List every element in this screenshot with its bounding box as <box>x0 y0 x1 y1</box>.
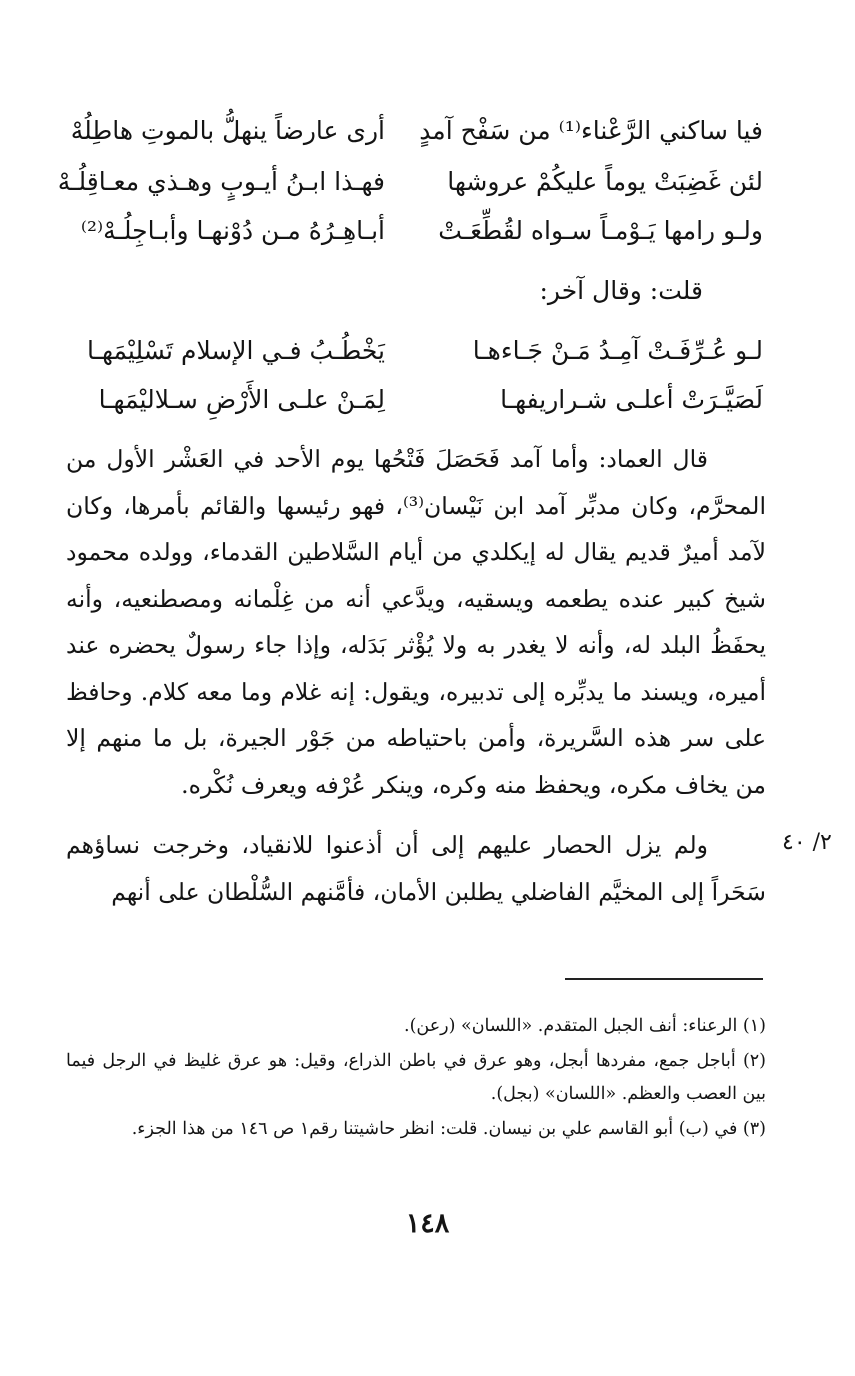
verse-4-second-hemistich: يَخْطُـبُ فـي الإسلام تَسْلِيْمَهـا <box>87 336 385 365</box>
verse-2-second-hemistich: فهـذا ابـنُ أيـوبٍ وهـذي معـاقِلُـهْ <box>57 167 385 196</box>
main-paragraph <box>66 436 766 808</box>
verse-3-second-hemistich: أبـاهِـرُهُ مـن دُوْنهـا وأبـاجِلُـهْ⁽²⁾ <box>80 216 385 245</box>
paragraph-text: قال العماد: وأما آمد فَحَصَلَ فَتْحُها يوم الأحد في العَشْر الأول من المحرَّم، وكان مدبِّر آمد ابن نَيْسان⁽³⁾، فهو رئيسها والقائم بأمرها، وكان لآمد أميرٌ قديم يقال له إيكلدي من أيام السَّلاطين القدماء، وولده محمود شيخ كبير عنده يطعمه ويسقيه، ويدَّعي أنه من غِلْمانه ومصطنعيه، وأنه يحفَظُ البلد له، وأنه لا يغدر به ولا يُؤْثر بَدَله، وإذا جاء رسولٌ يحضره عند أميره، ويسند ما يدبِّره إلى تدبيره، ويقول: إنه غلام وما معه كلام. وحافظ على سر هذه السَّريرة، وأمن باحتياطه من جَوْر الجيرة، بل ما منهم إلا من يخاف مكره، ويحفظ منه وكره، وينكر عُرْفه ويعرف نُكْره. <box>66 445 766 799</box>
footnote-3: (٣) في (ب) أبو القاسم علي بن نيسان. قلت: انظر حاشيتنا رقم١ ص ١٤٦ من هذا الجزء. <box>131 1119 766 1139</box>
footnote-separator <box>565 978 763 980</box>
poem-2-intro: قلت: وقال آخر: <box>539 276 703 305</box>
verse-5-second-hemistich: لِمَـنْ علـى الأَرْضِ سـلاليْمَهـا <box>98 385 385 414</box>
verse-4-first-hemistich: لـو عُـرِّفَـتْ آمِـدُ مَـنْ جَـاءهـا <box>472 336 763 365</box>
footnote-2: (٢) أباجل جمع، مفردها أبجل، وهو عرق في باطن الذراع، وقيل: هو عرق غليظ في الرجل فيما بين العصب والعظم. «اللسان» (بجل). <box>66 1051 766 1104</box>
margin-reference: ٢/ ٤٠ <box>782 830 832 855</box>
verse-1-first-hemistich: فيا ساكني الرَّعْناء⁽¹⁾ من سَفْح آمدٍ <box>419 116 763 145</box>
footnote-1: (١) الرعناء: أنف الجبل المتقدم. «اللسان» (رعن). <box>404 1016 766 1036</box>
page-number: ١٤٨ <box>405 1208 450 1239</box>
verse-5-first-hemistich: لَصَيَّـرَتْ أعلـى شـراريفهـا <box>500 385 763 414</box>
second-paragraph <box>66 822 766 915</box>
footnotes <box>66 1010 766 1148</box>
paragraph-text: ولم يزل الحصار عليهم إلى أن أذعنوا للانقياد، وخرجت نساؤهم سَحَراً إلى المخيَّم الفاضلي يطلبن الأمان، فأمَّنهم السُّلْطان على أنهم <box>66 831 766 906</box>
verse-3-first-hemistich: ولـو رامها يَـوْمـاً سـواه لقُطِّعَـتْ <box>438 216 763 245</box>
verse-2-first-hemistich: لئن غَضِبَتْ يوماً عليكُمْ عروشها <box>447 167 763 196</box>
verse-1-second-hemistich: أرى عارضاً ينهلُّ بالموتِ هاطِلُهْ <box>70 116 385 145</box>
